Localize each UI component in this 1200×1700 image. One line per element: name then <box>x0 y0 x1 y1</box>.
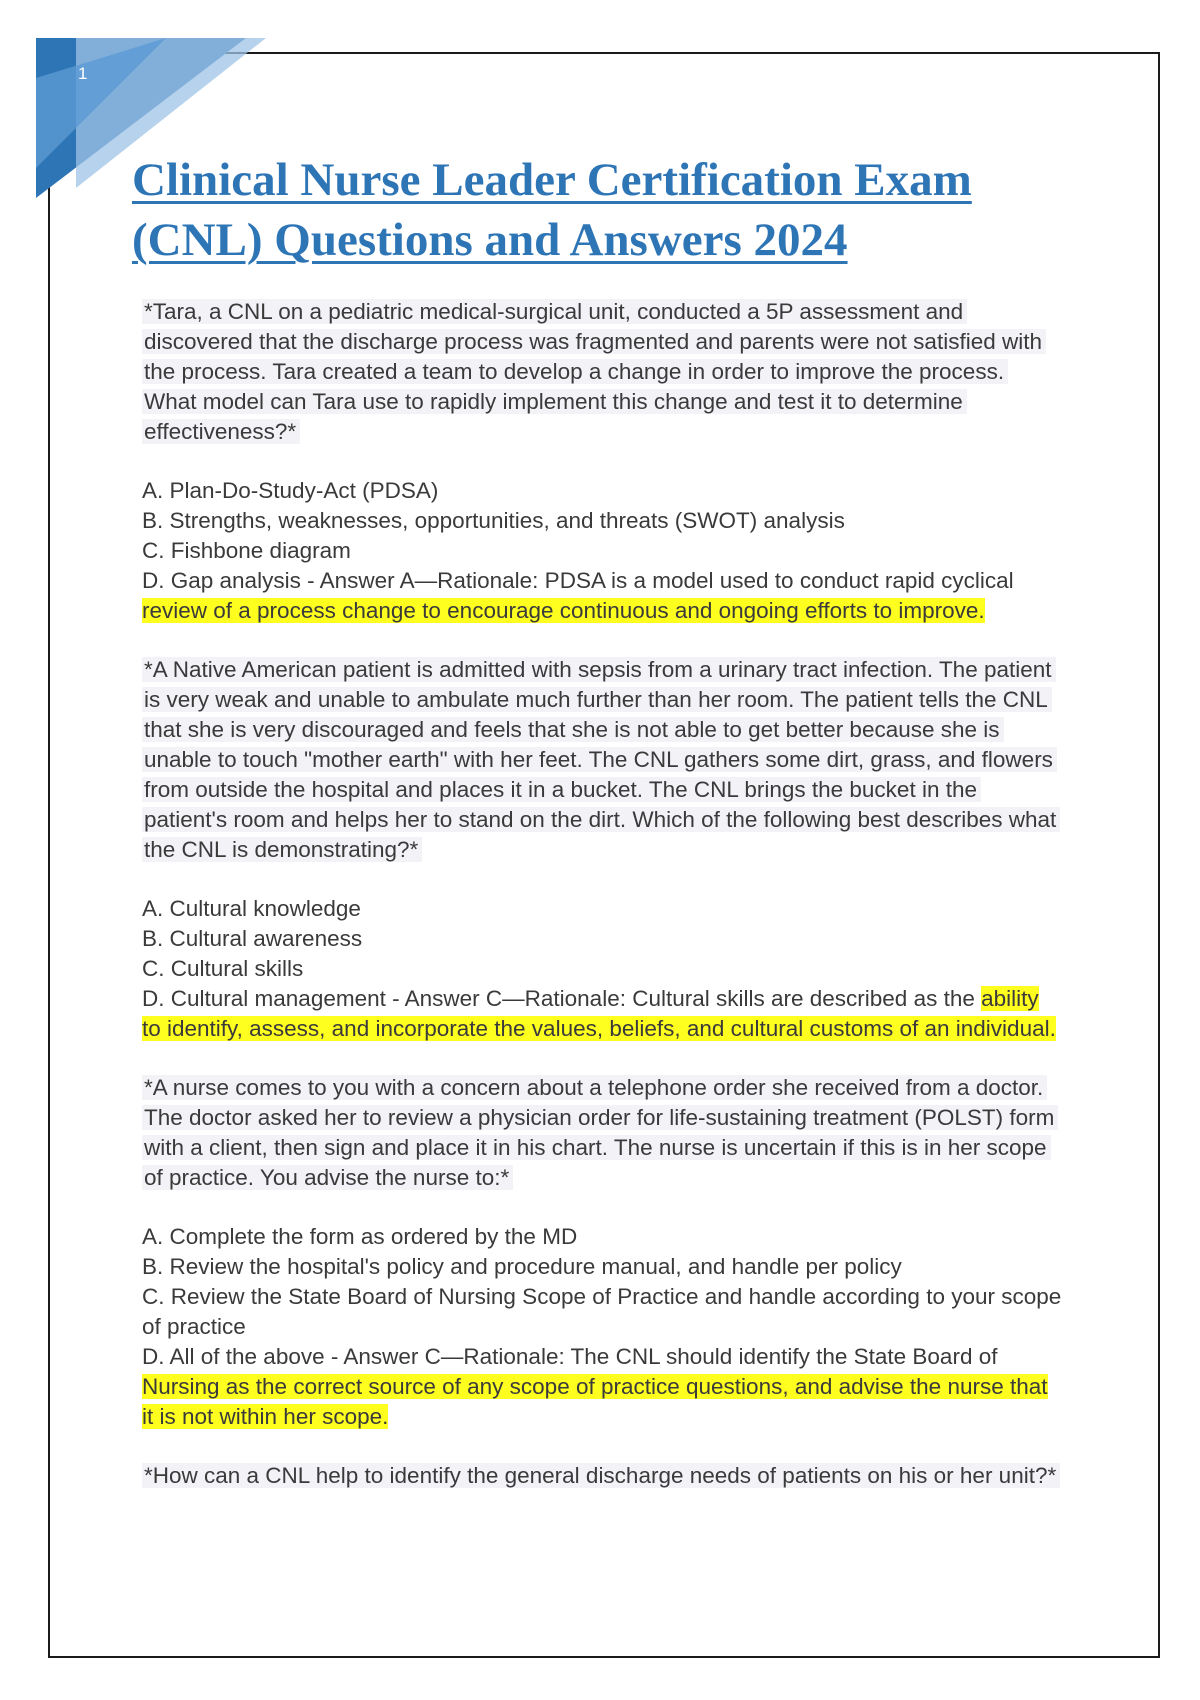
option-b: B. Review the hospital's policy and procedure manual, and handle per policy <box>142 1254 902 1279</box>
option-d-answer <box>142 984 1062 1044</box>
option-b: B. Cultural awareness <box>142 926 363 951</box>
option-a: A. Cultural knowledge <box>142 896 361 921</box>
question-text: *A Native American patient is admitted with sepsis from a urinary tract infection. The patient is very weak and unable to ambulate much further than her room. The patient tells the CNL that she is very discouraged and feels that she is not able to get better because she is unable to touch "mother earth" with her feet. The CNL gathers some dirt, grass, and flowers from outside the hospital and places it in a bucket. The CNL brings the bucket in the patient's room and helps her to stand on the dirt. Which of the following best describes what the CNL is demonstrating?* <box>142 657 1060 862</box>
question-text: *A nurse comes to you with a concern about a telephone order she received from a doctor. The doctor asked her to review a physician order for life-sustaining treatment (POLST) form with a client, then sign and place it in his chart. The nurse is uncertain if this is in her scope of practice. You advise the nurse to:* <box>142 1075 1058 1190</box>
option-d-answer <box>142 1342 1062 1432</box>
answer-text: D. Gap analysis - Answer A—Rationale: PDSA is a model used to conduct rapid cyclical <box>142 568 1014 593</box>
option-c: C. Review the State Board of Nursing Scope of Practice and handle according to your scope of practice <box>142 1284 1062 1339</box>
page-title <box>132 150 1032 270</box>
option-a: A. Plan-Do-Study-Act (PDSA) <box>142 478 439 503</box>
answer-highlight: ability to identify, assess, and incorporate the values, beliefs, and cultural customs of an individual. <box>142 986 1056 1041</box>
question-text: *Tara, a CNL on a pediatric medical-surgical unit, conducted a 5P assessment and discovered that the discharge process was fragmented and parents were not satisfied with the process. Tara created a team to develop a change in order to improve the process. What model can Tara use to rapidly implement this change and test it to determine effectiveness?* <box>142 299 1046 444</box>
option-c: C. Fishbone diagram <box>142 538 351 563</box>
question-block <box>142 655 1062 865</box>
answer-text: D. All of the above - Answer C—Rationale: The CNL should identify the State Board of <box>142 1344 998 1369</box>
title-line-2: (CNL) Questions and Answers 2024 <box>132 214 848 266</box>
qa-content <box>142 297 1062 1520</box>
answer-options-block <box>142 476 1062 626</box>
question-text: *How can a CNL help to identify the general discharge needs of patients on his or her unit?* <box>142 1463 1060 1488</box>
answer-options-block <box>142 894 1062 1044</box>
question-block <box>142 1073 1062 1193</box>
title-line-1: Clinical Nurse Leader Certification Exam <box>132 154 972 206</box>
page-number: 1 <box>78 64 88 83</box>
answer-text: D. Cultural management - Answer C—Rationale: Cultural skills are described as the <box>142 986 982 1011</box>
option-d-answer <box>142 566 1062 626</box>
question-block <box>142 1461 1062 1491</box>
option-a: A. Complete the form as ordered by the MD <box>142 1224 578 1249</box>
option-b: B. Strengths, weaknesses, opportunities, and threats (SWOT) analysis <box>142 508 845 533</box>
answer-highlight: Nursing as the correct source of any scope of practice questions, and advise the nurse that it is not within her scope. <box>142 1374 1048 1429</box>
question-block <box>142 297 1062 447</box>
answer-highlight: review of a process change to encourage continuous and ongoing efforts to improve. <box>142 598 985 623</box>
option-c: C. Cultural skills <box>142 956 304 981</box>
answer-options-block <box>142 1222 1062 1432</box>
